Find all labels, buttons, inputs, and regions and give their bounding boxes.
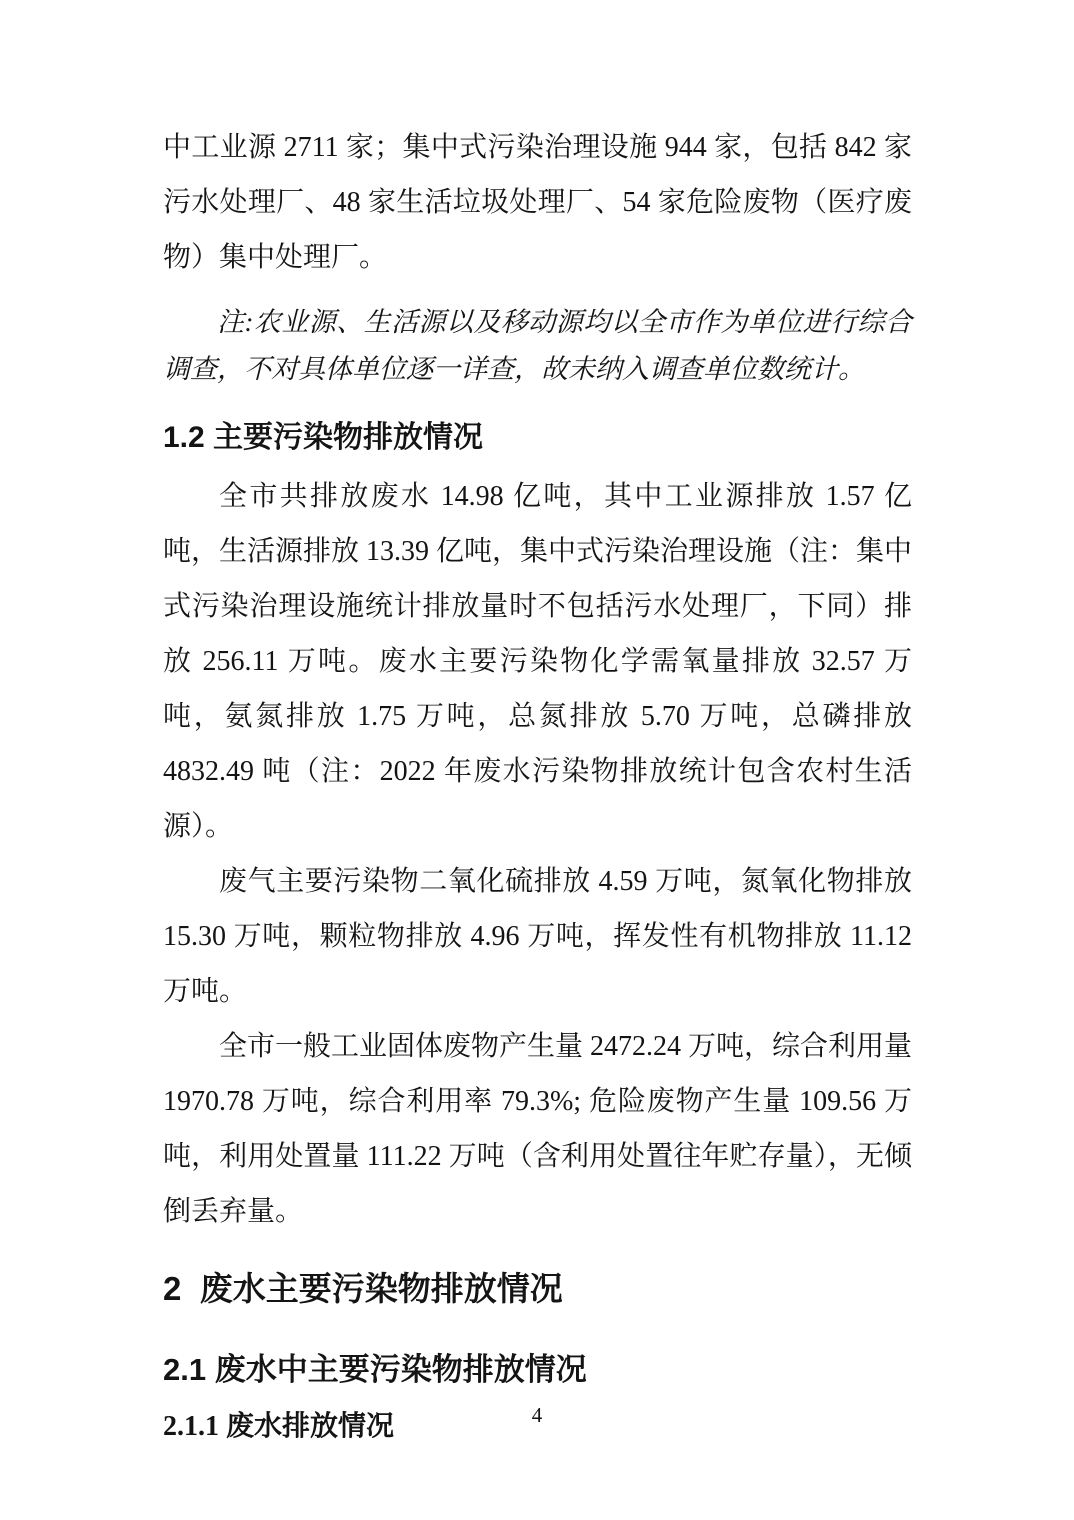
document-content [163,120,912,1445]
para-wastewater-emissions: 全市共排放废水 14.98 亿吨，其中工业源排放 1.57 亿吨，生活源排放 13.39 亿吨，集中式污染治理设施（注：集中式污染治理设施统计排放量时不包括污水处理厂，下同）排放 256.11 万吨。废水主要污染物化学需氧量排放 32.57 万吨，氨氮排放 1.75 万吨，总氮排放 5.70 万吨，总磷排放 4832.49 吨（注：2022 年废水污染物排放统计包含农村生活源）。 [163,481,913,842]
para-solid-waste: 全市一般工业固体废物产生量 2472.24 万吨，综合利用量 1970.78 万吨，综合利用率 79.3%; 危险废物产生量 109.56 万吨，利用处置量 111.22 万吨（含利用处置往年贮存量），无倾倒丢弃量。 [163,1031,913,1227]
page-number: 4 [531,1403,543,1427]
para-survey-units: 中工业源 2711 家；集中式污染治理设施 944 家，包括 842 家污水处理厂、48 家生活垃圾处理厂、54 家危险废物（医疗废物）集中处理厂。 [163,132,912,273]
heading-2-wastewater-section: 2 废水主要污染物排放情况 [163,1270,563,1307]
heading-2-1-1-wastewater-discharge: 2.1.1 废水排放情况 [163,1411,395,1442]
para-waste-gas-emissions: 废气主要污染物二氧化硫排放 4.59 万吨，氮氧化物排放 15.30 万吨，颗粒物排放 4.96 万吨，挥发性有机物排放 11.12 万吨。 [163,866,912,1007]
heading-1-2-pollutant-emissions: 1.2 主要污染物排放情况 [163,421,484,454]
note-survey-scope: 注:农业源、生活源以及移动源均以全市作为单位进行综合调查，不对具体单位逐一详查，故未纳入调查单位数统计。 [163,307,912,384]
heading-2-1-wastewater-pollutants: 2.1 废水中主要污染物排放情况 [163,1352,587,1387]
